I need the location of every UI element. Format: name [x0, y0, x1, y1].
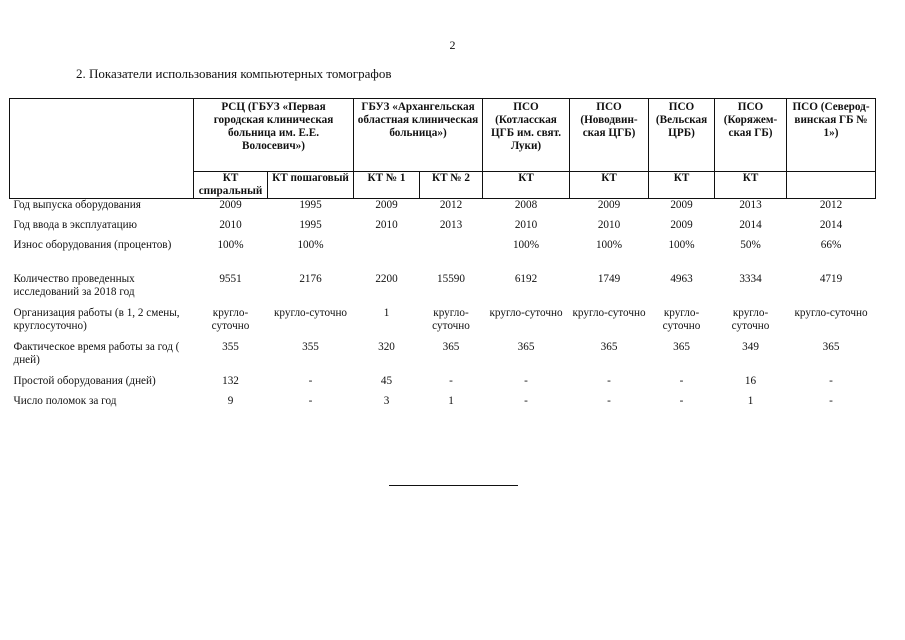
- table-cell: 2013: [439, 219, 463, 231]
- table-cell: 45: [380, 375, 393, 387]
- table-cell: -: [308, 395, 313, 407]
- table-cell: кругло-суточно: [489, 307, 563, 319]
- row-label: Организация работы (в 1, 2 смены, круглосуточно): [13, 307, 180, 332]
- section-title: 2. Показатели использования компьютерных томографов: [76, 66, 392, 81]
- table-cell: 2010: [219, 219, 242, 231]
- table-cell: 2176: [299, 273, 322, 285]
- table-cell: 365: [822, 341, 840, 353]
- subheader-cell: КТ: [715, 172, 787, 199]
- row-label: Износ оборудования (процентов): [13, 239, 172, 251]
- table-cell: 66%: [820, 239, 842, 251]
- table-cell: 4963: [670, 273, 693, 285]
- table-cell: 1749: [597, 273, 621, 285]
- table-cell: 365: [442, 341, 460, 353]
- page-number: 2: [449, 38, 456, 52]
- subheader-cell: КТ пошаговый: [268, 172, 354, 199]
- group-header-pso-koryazhma: ПСО (Коряжем-ская ГБ): [715, 99, 787, 172]
- row-label: Год выпуска оборудования: [13, 199, 141, 211]
- table-cell: -: [679, 375, 684, 387]
- table-cell: 349: [742, 341, 759, 353]
- row-label: Число поломок за год: [13, 395, 117, 407]
- table-cell: 1: [448, 395, 454, 407]
- subheader-cell: КТ № 2: [420, 172, 483, 199]
- table-row: [10, 395, 876, 415]
- table-cell: 365: [673, 341, 690, 353]
- table-cell: 3: [383, 395, 390, 407]
- table-cell: [420, 239, 483, 273]
- group-header-pso-velsk: ПСО (Вельская ЦРБ): [649, 99, 715, 172]
- table-cell: 2012: [819, 199, 843, 211]
- table-cell: 2010: [514, 219, 538, 231]
- table-cell: 100%: [595, 239, 623, 251]
- table-cell: кругло-суточно: [273, 307, 348, 319]
- subheader-cell: КТ: [649, 172, 715, 199]
- table-cell: кругло-суточно: [662, 307, 701, 332]
- table-cell: -: [308, 375, 313, 387]
- table-cell: 1995: [299, 199, 322, 211]
- table-cell: 100%: [512, 239, 540, 251]
- table-cell: 355: [302, 341, 319, 353]
- subheader-cell: КТ: [570, 172, 649, 199]
- table-cell: 1995: [299, 219, 322, 231]
- table-cell: 2009: [670, 199, 693, 211]
- table-row: [10, 273, 876, 307]
- table-cell: 100%: [297, 239, 324, 251]
- table-cell: 1: [747, 395, 754, 407]
- table-cell: -: [449, 375, 453, 387]
- table-cell: 320: [378, 341, 395, 353]
- table-row: [10, 341, 876, 375]
- group-header-rsc: РСЦ (ГБУЗ «Первая городская клиническая больница им. Е.Е. Волосевич»): [194, 99, 354, 172]
- group-header-pso-novodvinsk: ПСО (Новодвин-ская ЦГБ): [570, 99, 649, 172]
- table-cell: 2012: [439, 199, 463, 211]
- table-cell: 3334: [739, 273, 762, 285]
- table-cell: -: [829, 395, 833, 407]
- table-cell: -: [607, 375, 611, 387]
- table-row: [10, 199, 876, 220]
- row-label: Фактическое время работы за год ( дней): [13, 341, 180, 366]
- table-row: [10, 375, 876, 395]
- table-cell: 9: [227, 395, 234, 407]
- subheader-cell: КТ спиральный: [194, 172, 268, 199]
- table-cell: 2009: [670, 219, 693, 231]
- table-cell: 1: [383, 307, 390, 319]
- table-row: [10, 307, 876, 341]
- row-label: Простой оборудования (дней): [13, 375, 156, 387]
- table-cell: 15590: [437, 273, 465, 285]
- table-cell: 2014: [819, 219, 843, 231]
- subheader-cell: [787, 172, 876, 199]
- table-cell: -: [524, 375, 528, 387]
- ct-usage-table: [9, 98, 876, 415]
- table-cell: [354, 239, 420, 273]
- table-row: [10, 239, 876, 273]
- table-cell: 2008: [514, 199, 538, 211]
- table-cell: 2009: [219, 199, 242, 211]
- group-header-pso-kotlas: ПСО (Котласская ЦГБ им. свят. Луки): [483, 99, 570, 172]
- table-cell: кругло-суточно: [731, 307, 770, 332]
- group-header-aokb: ГБУЗ «Архангельская областная клиническая больница»): [354, 99, 483, 172]
- table-cell: 2009: [375, 199, 398, 211]
- subheader-cell: КТ: [483, 172, 570, 199]
- footnote-divider: [389, 485, 518, 486]
- subheader-cell: КТ № 1: [354, 172, 420, 199]
- table-cell: 2013: [739, 199, 762, 211]
- row-label: Год ввода в эксплуатацию: [13, 219, 137, 231]
- table-cell: 100%: [668, 239, 695, 251]
- header-corner-cell: [10, 99, 194, 199]
- table-cell: -: [607, 395, 611, 407]
- table-cell: кругло-суточно: [572, 307, 646, 319]
- table-cell: 50%: [740, 239, 761, 251]
- table-cell: 9551: [219, 273, 242, 285]
- group-header-pso-severodvinsk: ПСО (Северод-винская ГБ № 1»): [787, 99, 876, 172]
- table-cell: 355: [222, 341, 239, 353]
- table-cell: 6192: [514, 273, 538, 285]
- table-cell: 2010: [375, 219, 398, 231]
- table-cell: кругло-суточно: [432, 307, 470, 332]
- table-cell: -: [829, 375, 833, 387]
- table-cell: 132: [222, 375, 239, 387]
- row-label: Количество проведенных исследований за 2018 год: [13, 273, 135, 298]
- table-cell: кругло-суточно: [794, 307, 868, 319]
- table-cell: 2009: [597, 199, 621, 211]
- table-cell: 100%: [217, 239, 244, 251]
- table-cell: 2014: [739, 219, 762, 231]
- table-cell: 365: [517, 341, 535, 353]
- table-row: [10, 219, 876, 239]
- table-cell: -: [679, 395, 684, 407]
- table-cell: -: [524, 395, 528, 407]
- table-cell: 2200: [375, 273, 398, 285]
- table-cell: кругло-суточно: [211, 307, 250, 332]
- table-cell: 16: [744, 375, 757, 387]
- table-cell: 365: [600, 341, 618, 353]
- table-cell: 2010: [597, 219, 621, 231]
- table-cell: 4719: [819, 273, 843, 285]
